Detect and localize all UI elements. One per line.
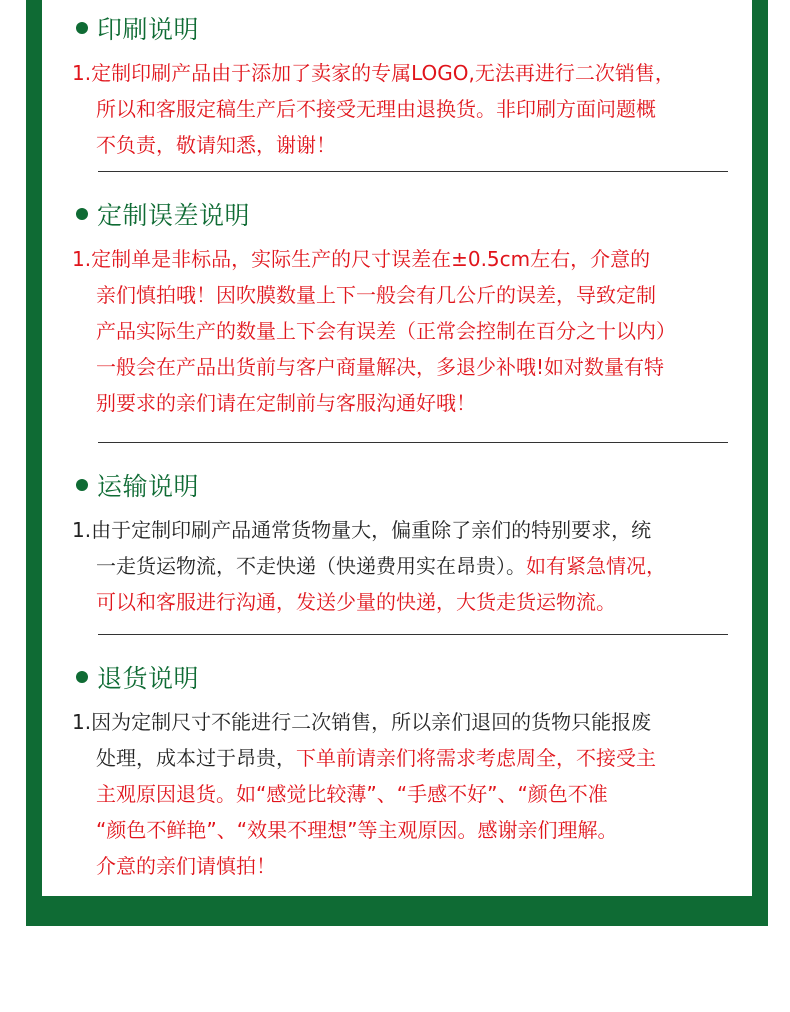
- paragraph-line: 1.定制印刷产品由于添加了卖家的专属LOGO,无法再进行二次销售，: [72, 61, 675, 85]
- section-paragraph: [72, 55, 752, 163]
- green-dot-icon: [76, 671, 88, 683]
- paragraph-line: 不负责，敬请知悉，谢谢！: [96, 133, 336, 157]
- section-title: 印刷说明: [97, 15, 200, 44]
- section-heading: [76, 467, 199, 503]
- paragraph-line: 产品实际生产的数量上下会有误差（正常会控制在百分之十以内）: [96, 319, 676, 343]
- section-heading: [76, 659, 199, 695]
- paragraph-line: 可以和客服进行沟通，发送少量的快递，大货走货运物流。: [96, 590, 616, 614]
- paragraph-line: [72, 548, 752, 584]
- green-dot-icon: [76, 208, 88, 220]
- section-title: 运输说明: [97, 472, 200, 501]
- paragraph-line: 别要求的亲们请在定制前与客服沟通好哦！: [96, 391, 476, 415]
- text-run: 一走货运物流，不走快递（快递费用实在昂贵）。: [96, 554, 526, 578]
- section-paragraph: [72, 704, 752, 884]
- paragraph-line: 主观原因退货。如“感觉比较薄”、“手感不好”、“颜色不准: [96, 782, 608, 806]
- text-run: 处理，成本过于昂贵，: [96, 746, 296, 770]
- paragraph-line: 1.定制单是非标品，实际生产的尺寸误差在±0.5cm左右，介意的: [72, 247, 651, 271]
- paragraph-line: [72, 740, 752, 776]
- section-heading: [76, 196, 250, 232]
- text-run: 下单前请亲们将需求考虑周全，不接受主: [296, 746, 656, 770]
- section-divider: [98, 442, 728, 443]
- text-run: 如有紧急情况，: [526, 554, 666, 578]
- paragraph-line: 介意的亲们请慎拍！: [96, 854, 276, 878]
- section-paragraph: [72, 241, 752, 421]
- paragraph-line: “颜色不鲜艳”、“效果不理想”等主观原因。感谢亲们理解。: [96, 818, 618, 842]
- section-heading: [76, 10, 199, 46]
- paragraph-line: 1.因为定制尺寸不能进行二次销售，所以亲们退回的货物只能报废: [72, 710, 652, 734]
- section-divider: [98, 171, 728, 172]
- paragraph-line: 亲们慎拍哦！因吹膜数量上下一般会有几公斤的误差，导致定制: [96, 283, 656, 307]
- paragraph-line: 一般会在产品出货前与客户商量解决，多退少补哦!如对数量有特: [96, 355, 665, 379]
- notice-panel: [42, 0, 752, 896]
- green-dot-icon: [76, 22, 88, 34]
- section-title: 定制误差说明: [97, 201, 251, 230]
- section-divider: [98, 634, 728, 635]
- section-paragraph: [72, 512, 752, 620]
- paragraph-line: 1.由于定制印刷产品通常货物量大，偏重除了亲们的特别要求，统: [72, 518, 652, 542]
- section-title: 退货说明: [97, 664, 200, 693]
- paragraph-line: 所以和客服定稿生产后不接受无理由退换货。非印刷方面问题概: [96, 97, 656, 121]
- green-dot-icon: [76, 479, 88, 491]
